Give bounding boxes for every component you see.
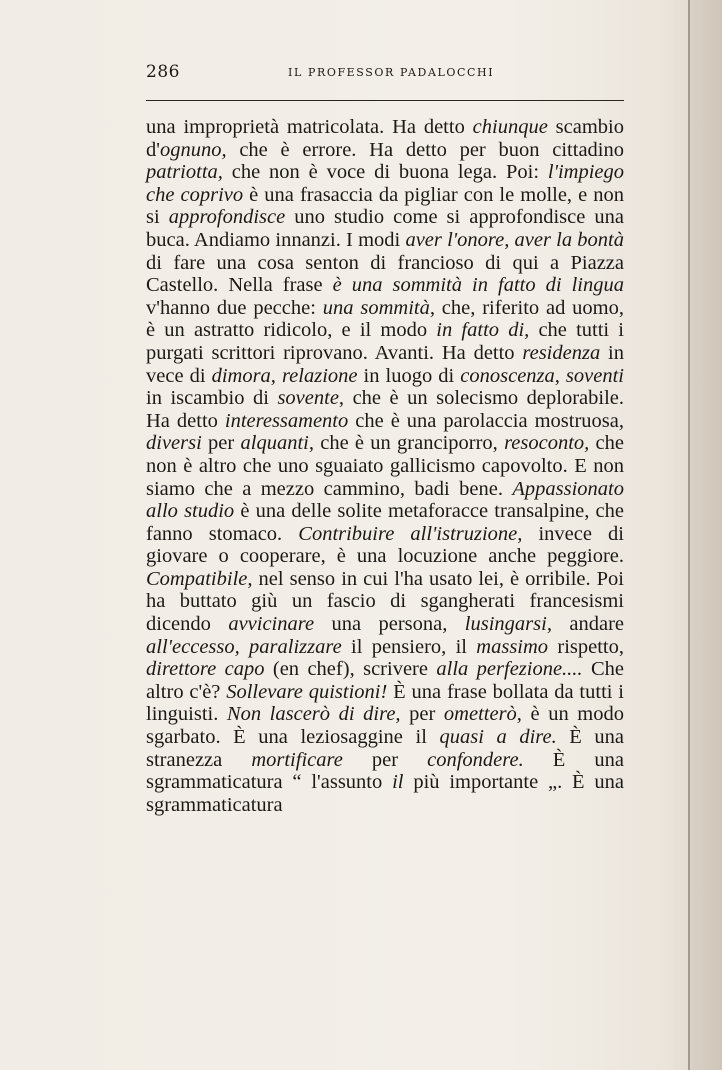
text-run: che tutti i purgati scrittori riprovano. Avanti. Ha detto	[146, 319, 624, 364]
italic-phrase: lusingarsi,	[464, 613, 552, 636]
text-run: che è un granciporro,	[313, 432, 505, 455]
text-run: in vece di	[146, 341, 624, 387]
italic-phrase: confondere.	[427, 748, 524, 771]
text-run: per	[201, 432, 241, 455]
text-run: È una frase bollata da tutti i linguisti.	[146, 680, 625, 726]
italic-phrase: il	[392, 771, 404, 794]
italic-phrase: alla perfezione....	[436, 658, 583, 681]
italic-phrase: Contribuire all'istruzione,	[298, 522, 523, 545]
italic-phrase: avvicinare	[228, 613, 315, 636]
italic-phrase: quasi a dire.	[439, 726, 557, 749]
paragraph	[146, 116, 624, 816]
binding-strip	[690, 0, 722, 1070]
text-run: andare	[551, 613, 624, 636]
header-rule	[146, 100, 624, 101]
text-run: scambio d'	[146, 116, 624, 161]
italic-phrase: dimora, relazione	[211, 364, 358, 387]
italic-phrase: l'impiego che coprivo	[146, 161, 624, 206]
text-run: v'hanno due pecche:	[146, 296, 323, 319]
text-run: nel senso in cui l'ha usato lei, è orribile. Poi ha buttato giù un fascio di sgangherati francesismi dicendo	[146, 567, 624, 636]
italic-phrase: residenza	[522, 341, 601, 364]
italic-phrase: direttore capo	[146, 658, 265, 681]
italic-phrase: ognuno,	[159, 138, 227, 161]
text-run: che non è voce di buona lega. Poi:	[222, 161, 548, 184]
text-run: più importante „. È una sgrammaticatura	[146, 771, 624, 816]
text-run: di fare una cosa senton di francioso di qui a Piazza Castello. Nella frase	[146, 251, 624, 297]
italic-phrase: Non lascerò di dire,	[226, 703, 401, 726]
italic-phrase: all'eccesso, paralizzare	[146, 635, 342, 658]
text-run: una persona,	[314, 613, 465, 636]
italic-phrase: interessamento	[224, 409, 349, 432]
italic-phrase: massimo	[476, 635, 549, 658]
text-run: in iscambio di	[146, 387, 278, 410]
text-run: in luogo di	[357, 364, 461, 387]
text-run: è un modo sgarbato. È una leziosaggine il	[146, 703, 624, 749]
italic-phrase: Appassionato allo studio	[146, 477, 624, 523]
text-run: è una frasaccia da pigliar con le molle, e non si	[146, 183, 624, 229]
text-run: rispetto,	[548, 635, 624, 658]
italic-phrase: è una sommità in fatto di lingua	[332, 274, 624, 297]
text-run: è una delle solite metaforacce transalpine, che fanno stomaco.	[146, 500, 624, 545]
text-run: (en chef), scrivere	[264, 658, 437, 681]
text-run: per	[342, 748, 428, 771]
body-text	[146, 116, 624, 816]
italic-phrase: sovente,	[277, 387, 345, 410]
italic-phrase: patriotta,	[146, 161, 223, 184]
text-run: che, riferito ad uomo, è un astratto ridicolo, e il modo	[146, 296, 624, 342]
italic-phrase: ometterò,	[443, 703, 522, 726]
page-number: 286	[146, 62, 180, 82]
italic-phrase: aver l'onore, aver la bontà	[405, 228, 625, 251]
italic-phrase: alquanti,	[240, 432, 314, 455]
running-title: IL PROFESSOR PADALOCCHI	[288, 66, 495, 79]
text-run: che è una parolaccia mostruosa,	[348, 409, 624, 432]
italic-phrase: conoscenza, soventi	[460, 364, 624, 387]
text-run: per	[400, 703, 444, 726]
page-header	[146, 62, 624, 86]
text-run: che non è altro che uno sguaiato gallicismo capovolto. E non siamo che a mezzo cammino, badi bene.	[146, 432, 624, 500]
italic-phrase: resoconto,	[504, 432, 590, 455]
italic-phrase: una sommità,	[322, 296, 435, 319]
italic-phrase: in fatto di,	[436, 319, 530, 342]
text-run: È una stranezza	[146, 726, 625, 771]
italic-phrase: approfondisce	[168, 206, 286, 229]
text-run: una improprietà matricolata. Ha detto	[146, 116, 473, 138]
text-run: che è errore. Ha detto per buon cittadino	[226, 138, 624, 161]
text-run: uno studio come si approfondisce una buca. Andiamo innanzi. I modi	[146, 206, 624, 251]
italic-phrase: Sollevare quistioni!	[226, 680, 388, 703]
text-run: È una sgrammaticatura “ l'assunto	[146, 748, 624, 794]
text-run: invece di giovare o cooperare, è una locuzione anche peggiore.	[146, 522, 624, 568]
italic-phrase: mortificare	[251, 748, 343, 771]
italic-phrase: diversi	[146, 432, 202, 455]
text-run: il pensiero, il	[341, 635, 477, 658]
text-run: che è un solecismo deplorabile. Ha detto	[146, 387, 625, 432]
italic-phrase: Compatibile,	[146, 567, 253, 590]
text-run: Che altro c'è?	[146, 658, 624, 703]
italic-phrase: chiunque	[472, 116, 548, 138]
